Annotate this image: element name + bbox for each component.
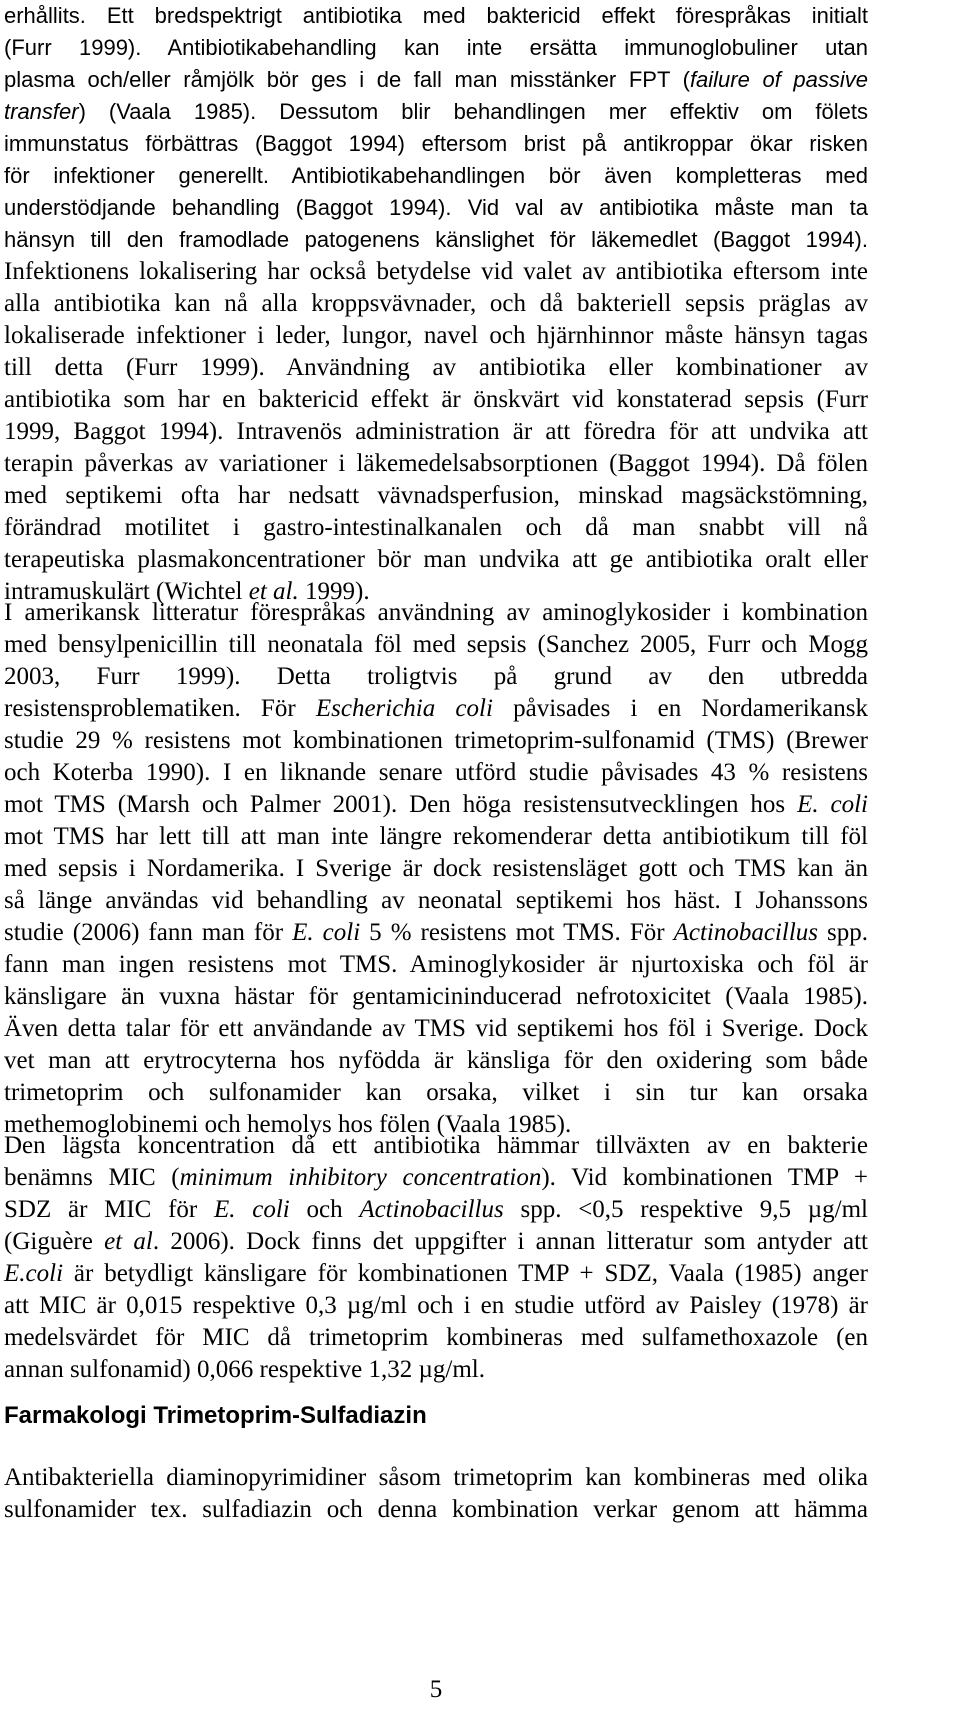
text-line (4, 416, 868, 448)
text-segment: methemoglobinemi och hemolys hos fölen (Vaala 1985). (4, 1111, 572, 1138)
text-line (4, 96, 868, 128)
text-segment: är betydligt känsligare för kombinationen TMP + SDZ, Vaala (1985) anger (63, 1260, 868, 1287)
text-line (4, 917, 868, 949)
italic-text: Actinobacillus (359, 1196, 504, 1223)
text-segment: med sepsis i Nordamerika. I Sverige är dock resistensläget gott och TMS kan än (4, 855, 868, 882)
text-segment: mot TMS har lett till att man inte längre rekomenderar detta antibiotikum till föl (4, 823, 868, 850)
text-segment: hänsyn till den framodlade patogenens känslighet för läkemedlet (Baggot 1994). (4, 227, 868, 252)
italic-text: Actinobacillus (673, 919, 818, 946)
text-line (4, 949, 868, 981)
text-line (4, 1258, 868, 1290)
text-segment: 1999). (298, 578, 370, 605)
text-line (4, 544, 868, 576)
text-line (4, 1013, 868, 1045)
text-segment: så länge användas vid behandling av neonatal septikemi hos häst. I Johanssons (4, 887, 868, 914)
text-line (4, 1130, 868, 1162)
italic-text: E. coli (292, 919, 361, 946)
text-line (4, 1322, 868, 1354)
text-segment: sulfonamider tex. sulfadiazin och denna kombination verkar genom att hämma (4, 1496, 868, 1523)
text-line (4, 597, 868, 629)
text-line (4, 480, 868, 512)
text-segment: antibiotika som har en baktericid effekt är önskvärt vid konstaterad sepsis (Furr (4, 386, 868, 413)
text-line (4, 821, 868, 853)
italic-text: transfer (4, 99, 79, 124)
text-line (4, 981, 868, 1013)
text-segment: plasma och/eller råmjölk bör ges i de fall man misstänker FPT ( (4, 67, 690, 92)
text-segment: spp. (818, 919, 869, 946)
text-line (4, 192, 868, 224)
text-segment: med bensylpenicillin till neonatala föl med sepsis (Sanchez 2005, Furr och Mogg (4, 631, 868, 658)
text-line (4, 725, 868, 757)
text-line (4, 1290, 868, 1322)
text-segment: terapin påverkas av variationer i läkemedelsabsorptionen (Baggot 1994). Då fölen (4, 450, 868, 477)
text-segment: med septikemi ofta har nedsatt vävnadsperfusion, minskad magsäckstömning, (4, 482, 868, 509)
italic-text: E. coli (797, 791, 869, 818)
text-segment: Den lägsta koncentration då ett antibiotika hämmar tillväxten av en bakterie (4, 1132, 868, 1159)
paragraph-mic (4, 1130, 868, 1386)
text-segment: studie 29 % resistens mot kombinationen trimetoprim-sulfonamid (TMS) (Brewer (4, 727, 868, 754)
text-line (4, 885, 868, 917)
text-segment: studie (2006) fann man för (4, 919, 293, 946)
section-heading: Farmakologi Trimetoprim-Sulfadiazin (4, 1402, 427, 1429)
text-segment: påvisades i en Nordamerikansk (492, 695, 868, 722)
paragraph-aminoglycoside-resistance (4, 597, 868, 1141)
text-segment: ) (Vaala 1985). Dessutom blir behandlingen mer effektiv om fölets (78, 99, 868, 124)
text-segment: resistensproblematiken. För (4, 695, 316, 722)
text-segment: och (289, 1196, 360, 1223)
text-segment: Även detta talar för ett användande av TMS vid septikemi hos föl i Sverige. Dock (4, 1015, 868, 1042)
italic-text: minimum inhibitory concentration (179, 1164, 542, 1191)
text-line (4, 32, 868, 64)
text-line (4, 1494, 868, 1526)
italic-text: failure of passive (689, 67, 868, 92)
text-line (4, 448, 868, 480)
text-line (4, 789, 868, 821)
text-segment: understödjande behandling (Baggot 1994). Vid val av antibiotika måste man ta (4, 195, 868, 220)
text-segment: benämns MIC ( (4, 1164, 180, 1191)
text-segment: intramuskulärt (Wichtel (4, 578, 249, 605)
paragraph-antibiotic-treatment (4, 0, 868, 608)
italic-text: et al (104, 1228, 153, 1255)
text-segment: och Koterba 1990). I en liknande senare utförd studie påvisades 43 % resistens (4, 759, 868, 786)
text-line (4, 320, 868, 352)
text-segment: spp. <0,5 respektive 9,5 µg/ml (503, 1196, 868, 1223)
text-segment: erhållits. Ett bredspektrigt antibiotika med baktericid effekt förespråkas initialt (4, 3, 868, 28)
page-number: 5 (429, 1676, 443, 1703)
text-segment: 5 % resistens mot TMS. För (360, 919, 674, 946)
text-segment: fann man ingen resistens mot TMS. Aminoglykosider är njurtoxiska och föl är (4, 951, 868, 978)
text-segment: för infektioner generellt. Antibiotikabehandlingen bör även kompletteras med (4, 163, 868, 188)
text-segment: (Giguère (4, 1228, 105, 1255)
text-line (4, 256, 868, 288)
text-segment: 1999, Baggot 1994). Intravenös administration är att föredra för att undvika att (4, 418, 868, 445)
text-segment: vet man att erytrocyterna hos nyfödda är känsliga för den oxidering som både (4, 1047, 868, 1074)
paragraph-pharmacology (4, 1462, 868, 1526)
text-line (4, 757, 868, 789)
text-segment: I amerikansk litteratur förespråkas användning av aminoglykosider i kombination (4, 599, 868, 626)
text-segment: förändrad motilitet i gastro-intestinalkanalen och då man snabbt vill nå (4, 514, 868, 541)
text-segment: känsligare än vuxna hästar för gentamicininducerad nefrotoxicitet (Vaala 1985). (4, 983, 868, 1010)
text-segment: SDZ är MIC för (4, 1196, 214, 1223)
text-line (4, 1226, 868, 1258)
text-line (4, 160, 868, 192)
text-segment: ). Vid kombinationen TMP + (541, 1164, 868, 1191)
text-segment: mot TMS (Marsh och Palmer 2001). Den höga resistensutvecklingen hos (4, 791, 798, 818)
text-segment: trimetoprim och sulfonamider kan orsaka, vilket i sin tur kan orsaka (4, 1079, 868, 1106)
text-segment: Antibakteriella diaminopyrimidiner såsom trimetoprim kan kombineras med olika (4, 1464, 868, 1491)
text-line (4, 1194, 868, 1226)
italic-text: E. coli (213, 1196, 290, 1223)
text-segment: Infektionens lokalisering har också betydelse vid valet av antibiotika eftersom inte (4, 258, 868, 285)
text-line (4, 661, 868, 693)
text-line (4, 512, 868, 544)
text-line (4, 1462, 868, 1494)
text-segment: att MIC är 0,015 respektive 0,3 µg/ml och i en studie utförd av Paisley (1978) är (4, 1292, 868, 1319)
text-segment: till detta (Furr 1999). Användning av antibiotika eller kombinationer av (4, 354, 868, 381)
text-line (4, 128, 868, 160)
text-line (4, 1354, 868, 1386)
text-segment: immunstatus förbättras (Baggot 1994) eftersom brist på antikroppar ökar risken (4, 131, 868, 156)
text-segment: (Furr 1999). Antibiotikabehandling kan inte ersätta immunoglobuliner utan (4, 35, 868, 60)
italic-text: E.coli (4, 1260, 64, 1287)
text-segment: 2003, Furr 1999). Detta troligtvis på grund av den utbredda (4, 663, 868, 690)
text-line (4, 352, 868, 384)
text-line (4, 1162, 868, 1194)
text-segment: annan sulfonamid) 0,066 respektive 1,32 µg/ml. (4, 1356, 485, 1383)
text-segment: . 2006). Dock finns det uppgifter i annan litteratur som antyder att (152, 1228, 868, 1255)
text-segment: lokaliserade infektioner i leder, lungor, navel och hjärnhinnor måste hänsyn tagas (4, 322, 868, 349)
text-segment: terapeutiska plasmakoncentrationer bör man undvika att ge antibiotika oralt eller (4, 546, 868, 573)
text-line (4, 853, 868, 885)
text-line (4, 1045, 868, 1077)
text-line (4, 629, 868, 661)
text-line (4, 288, 868, 320)
text-line (4, 384, 868, 416)
text-segment: medelsvärdet för MIC då trimetoprim kombineras med sulfamethoxazole (en (4, 1324, 868, 1351)
text-line (4, 1077, 868, 1109)
text-segment: alla antibiotika kan nå alla kroppsvävnader, och då bakteriell sepsis präglas av (4, 290, 868, 317)
text-line (4, 0, 868, 32)
italic-text: et al. (248, 578, 299, 605)
text-line (4, 693, 868, 725)
text-line (4, 64, 868, 96)
italic-text: Escherichia coli (315, 695, 493, 722)
text-line (4, 224, 868, 256)
